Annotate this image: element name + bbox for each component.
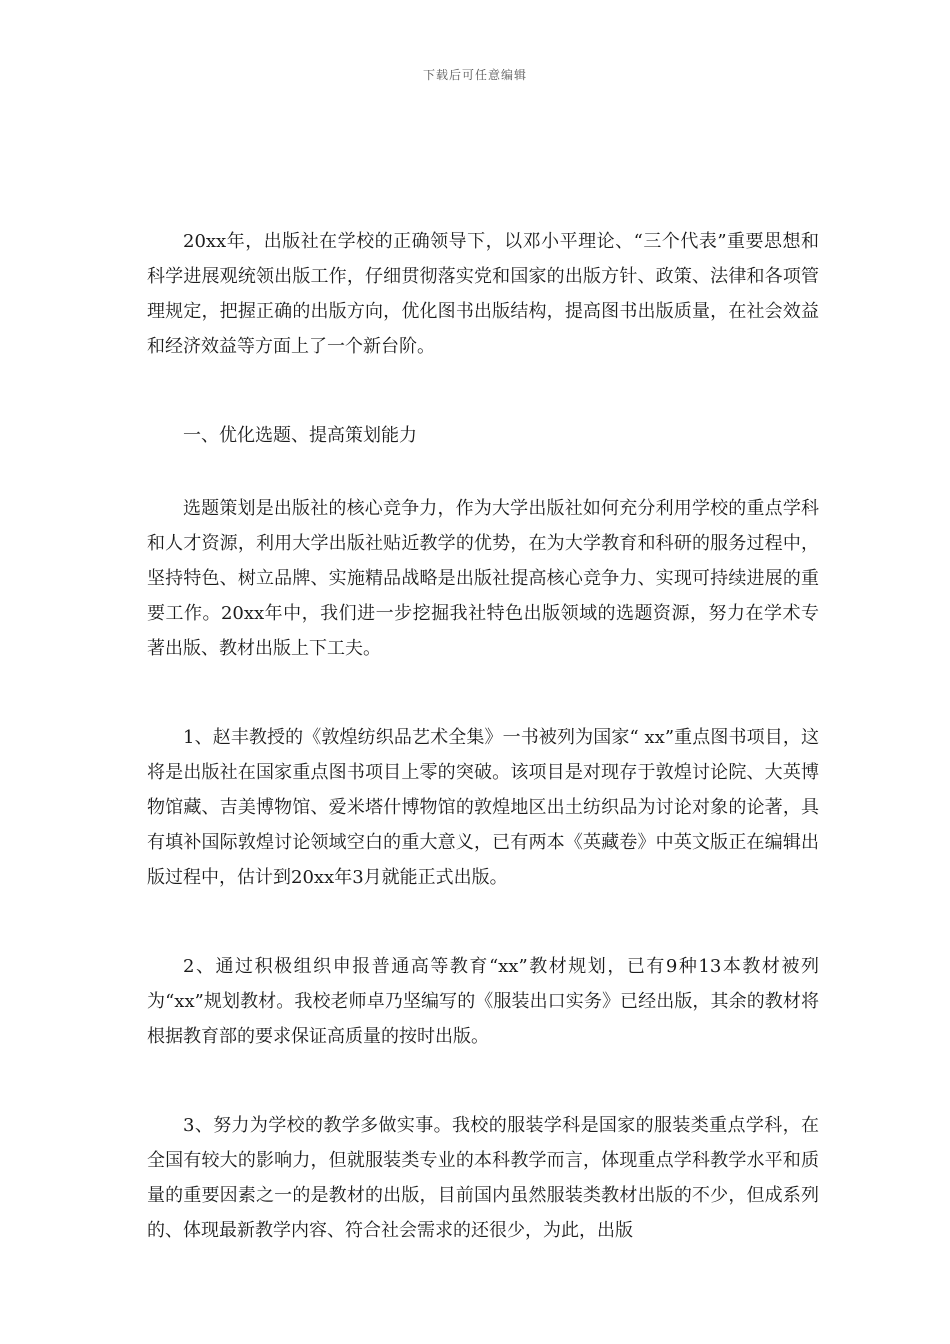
body-paragraph: 选题策划是出版社的核心竞争力，作为大学出版社如何充分利用学校的重点学科和人才资源，利用大学出版社贴近教学的优势，在为大学教育和科研的服务过程中，坚持特色、树立品牌、实施精品战略是出版社提高核心竞争力、实现可持续进展的重要工作。20xx年中，我们进一步挖掘我社特色出版领域的选题资源，努力在学术专著出版、教材出版上下工夫。 bbox=[147, 498, 819, 659]
list-item-3: 3、努力为学校的教学多做实事。我校的服装学科是国家的服装类重点学科，在全国有较大的影响力，但就服装类专业的本科教学而言，体现重点学科教学水平和质量的重要因素之一的是教材的出版，目前国内虽然服装类教材出版的不少，但成系列的、体现最新教学内容、符合社会需求的还很少，为此，出版 bbox=[147, 1115, 819, 1241]
section-heading: 一、优化选题、提高策划能力 bbox=[183, 425, 417, 446]
document-body bbox=[147, 224, 819, 1302]
intro-paragraph: 20xx年，出版社在学校的正确领导下，以邓小平理论、“三个代表”重要思想和科学进展观统领出版工作，仔细贯彻落实党和国家的出版方针、政策、法律和各项管理规定，把握正确的出版方向，优化图书出版结构，提高图书出版质量，在社会效益和经济效益等方面上了一个新台阶。 bbox=[147, 231, 819, 357]
list-item-1: 1、赵丰教授的《敦煌纺织品艺术全集》一书被列为国家“ xx”重点图书项目，这将是出版社在国家重点图书项目上零的突破。该项目是对现存于敦煌讨论院、大英博物馆藏、吉美博物馆、爱米塔什博物馆的敦煌地区出土纺织品为讨论对象的论著，具有填补国际敦煌讨论领域空白的重大意义，已有两本《英藏卷》中英文版正在编辑出版过程中，估计到20xx年3月就能正式出版。 bbox=[147, 727, 819, 888]
list-item-2: 2、通过积极组织申报普通高等教育“xx”教材规划，已有9种13本教材被列为“xx”规划教材。我校老师卓乃坚编写的《服装出口实务》已经出版，其余的教材将根据教育部的要求保证高质量的按时出版。 bbox=[147, 956, 819, 1047]
page-header: 下载后可任意编辑 bbox=[422, 68, 527, 82]
